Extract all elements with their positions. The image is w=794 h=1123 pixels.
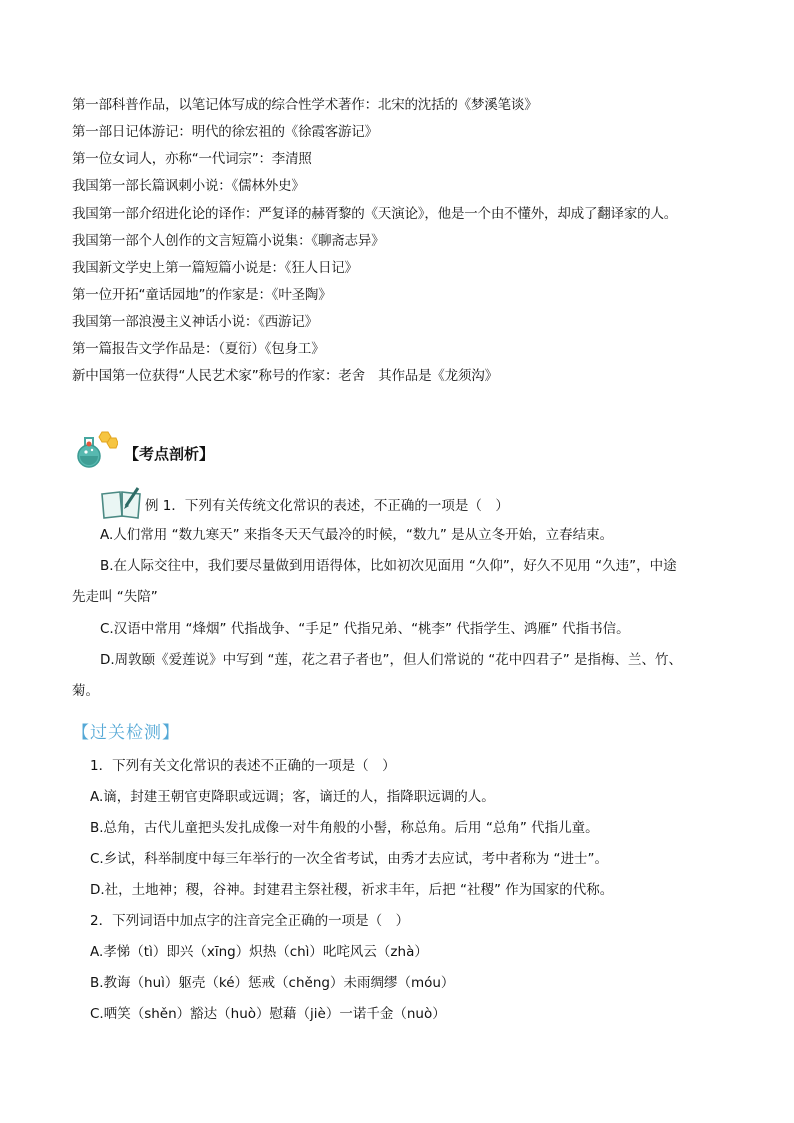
fact-line: 第一位开拓“童话园地”的作家是：《叶圣陶》 (72, 287, 332, 303)
section-title: 【考点剖析】 (124, 445, 215, 463)
fact-line: 我国新文学史上第一篇短篇小说是：《狂人日记》 (72, 260, 358, 276)
example-option-d-cont: 菊。 (72, 683, 99, 699)
example-option-c: C.汉语中常用 “烽烟” 代指战争、“手足” 代指兄弟、“桃李” 代指学生、鸿雁” 代指书信。 (100, 621, 630, 637)
q1-stem: 1．下列有关文化常识的表述不正确的一项是（ ） (90, 758, 396, 774)
fact-line: 我国第一部长篇讽刺小说：《儒林外史》 (72, 178, 305, 194)
q2-option-c: C.哂笑（shěn）豁达（huò）慰藉（jiè）一诺千金（nuò） (90, 1006, 446, 1022)
example-option-d: D.周敦颐《爱莲说》中写到 “莲，花之君子者也”，但人们常说的 “花中四君子” 是指梅、兰、竹、 (100, 652, 683, 668)
q1-option-c: C.乡试，科举制度中每三年举行的一次全省考试，由秀才去应试，考中者称为 “进士”。 (90, 851, 608, 867)
q1-option-a: A.谪，封建王朝官吏降职或远调；客，谪迁的人，指降职远调的人。 (90, 789, 495, 805)
q2-option-b: B.教诲（huì）躯壳（ké）惩戒（chěng）未雨绸缪（móu） (90, 975, 455, 991)
example-option-b: B.在人际交往中，我们要尽量做到用语得体，比如初次见面用 “久仰”，好久不见用 “久违”，中途 (100, 558, 677, 574)
fact-line: 第一部科普作品，以笔记体写成的综合性学术著作：北宋的沈括的《梦溪笔谈》 (72, 97, 538, 113)
fact-line: 我国第一部浪漫主义神话小说：《西游记》 (72, 314, 318, 330)
q2-stem: 2．下列词语中加点字的注音完全正确的一项是（ ） (90, 913, 410, 929)
q1-option-b: B.总角，古代儿童把头发扎成像一对牛角般的小髻，称总角。后用 “总角” 代指儿童。 (90, 820, 599, 836)
example-header (100, 480, 700, 524)
fact-line: 新中国第一位获得“人民艺术家”称号的作家：老舍 其作品是《龙须沟》 (72, 368, 498, 384)
example-option-a: A.人们常用 “数九寒天” 来指冬天天气最冷的时候，“数九” 是从立冬开始，立春结束。 (100, 527, 614, 543)
example-stem: 例 1．下列有关传统文化常识的表述，不正确的一项是（ ） (145, 498, 509, 514)
flask-icon (72, 430, 118, 470)
example-option-b-cont: 先走叫 “失陪” (72, 589, 158, 605)
q1-option-d: D.社，土地神；稷，谷神。封建君主祭社稷，祈求丰年，后把 “社稷” 作为国家的代称。 (90, 882, 614, 898)
section-header (72, 430, 372, 470)
fact-line: 第一部日记体游记：明代的徐宏祖的《徐霞客游记》 (72, 124, 378, 140)
check-title: 【过关检测】 (72, 723, 180, 743)
fact-line: 第一篇报告文学作品是：（夏衍）《包身工》 (72, 341, 325, 357)
fact-line: 我国第一部介绍进化论的译作：严复译的赫胥黎的《天演论》，他是一个由不懂外，却成了翻译家的人。 (72, 206, 678, 222)
fact-line: 第一位女词人，亦称“一代词宗”：李清照 (72, 151, 312, 167)
book-pen-icon (100, 484, 144, 520)
q2-option-a: A.孝悌（tì）即兴（xīng）炽热（chì）叱咤风云（zhà） (90, 944, 428, 960)
fact-line: 我国第一部个人创作的文言短篇小说集：《聊斋志异》 (72, 233, 385, 249)
